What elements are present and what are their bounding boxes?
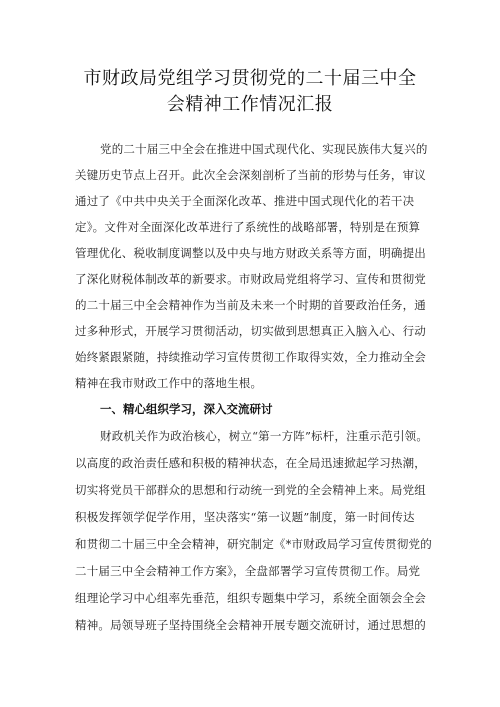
paragraph-2-line: 以高度的政治责任感和积极的精神状态，在全局迅速掀起学习热潮，: [75, 456, 426, 470]
paragraph-1-line: 过多种形式，开展学习贯彻活动，切实做到思想真正入脑入心、行动: [75, 324, 426, 338]
paragraph-2-line: 精神。局领导班子坚持围绕全会精神开展专题交流研讨，通过思想的: [75, 618, 426, 632]
paragraph-1-line: 通过了《中共中央关于全面深化改革、推进中国式现代化的若干决: [75, 194, 415, 208]
paragraph-1-line: 定》。文件对全面深化改革进行了系统性的战略部署，特别是在预算: [75, 220, 421, 234]
section-heading: 一、精心组织学习，深入交流研讨: [100, 402, 273, 416]
paragraph-2-line: 组理论学习中心组率先垂范，组织专题集中学习，系统全面领会全会: [75, 591, 426, 605]
paragraph-2-line: 切实将党员干部群众的思想和行动统一到党的全会精神上来。局党组: [75, 483, 426, 497]
paragraph-1-line: 始终紧跟紧随，持续推动学习宣传贯彻工作取得实效，全力推动全会: [75, 350, 426, 364]
paragraph-2-line: 积极发挥领学促学作用，坚决落实“第一议题”制度，第一时间传达: [75, 510, 415, 524]
paragraph-2-line: 二十届三中全会精神工作方案》，全盘部署学习宣传贯彻工作。局党: [75, 564, 421, 578]
paragraph-1-line: 管理优化、税收制度调整以及中央与地方财政关系等方面，明确提出: [75, 246, 426, 260]
paragraph-1-line: 关键历史节点上召开。此次全会深刻剖析了当前的形势与任务，审议: [75, 168, 426, 182]
paragraph-1-line: 党的二十届三中全会在推进中国式现代化、实现民族伟大复兴的: [100, 142, 428, 156]
paragraph-2-line: 和贯彻二十届三中全会精神，研究制定《*市财政局学习宣传贯彻党的: [75, 537, 432, 551]
paragraph-1-line: 的二十届三中全会精神作为当前及未来一个时期的首要政治任务，通: [75, 298, 426, 312]
paragraph-1-line: 精神在我市财政工作中的落地生根。: [75, 376, 263, 390]
paragraph-2-line: 财政机关作为政治核心，树立“第一方阵”标杆，注重示范引领。: [100, 429, 429, 443]
document-title-line-2: 会精神工作情况汇报: [166, 94, 334, 115]
paragraph-1-line: 了深化财税体制改革的新要求。市财政局党组将学习、宣传和贯彻党: [75, 272, 426, 286]
document-title-line-1: 市财政局党组学习贯彻党的二十届三中全: [83, 68, 417, 89]
